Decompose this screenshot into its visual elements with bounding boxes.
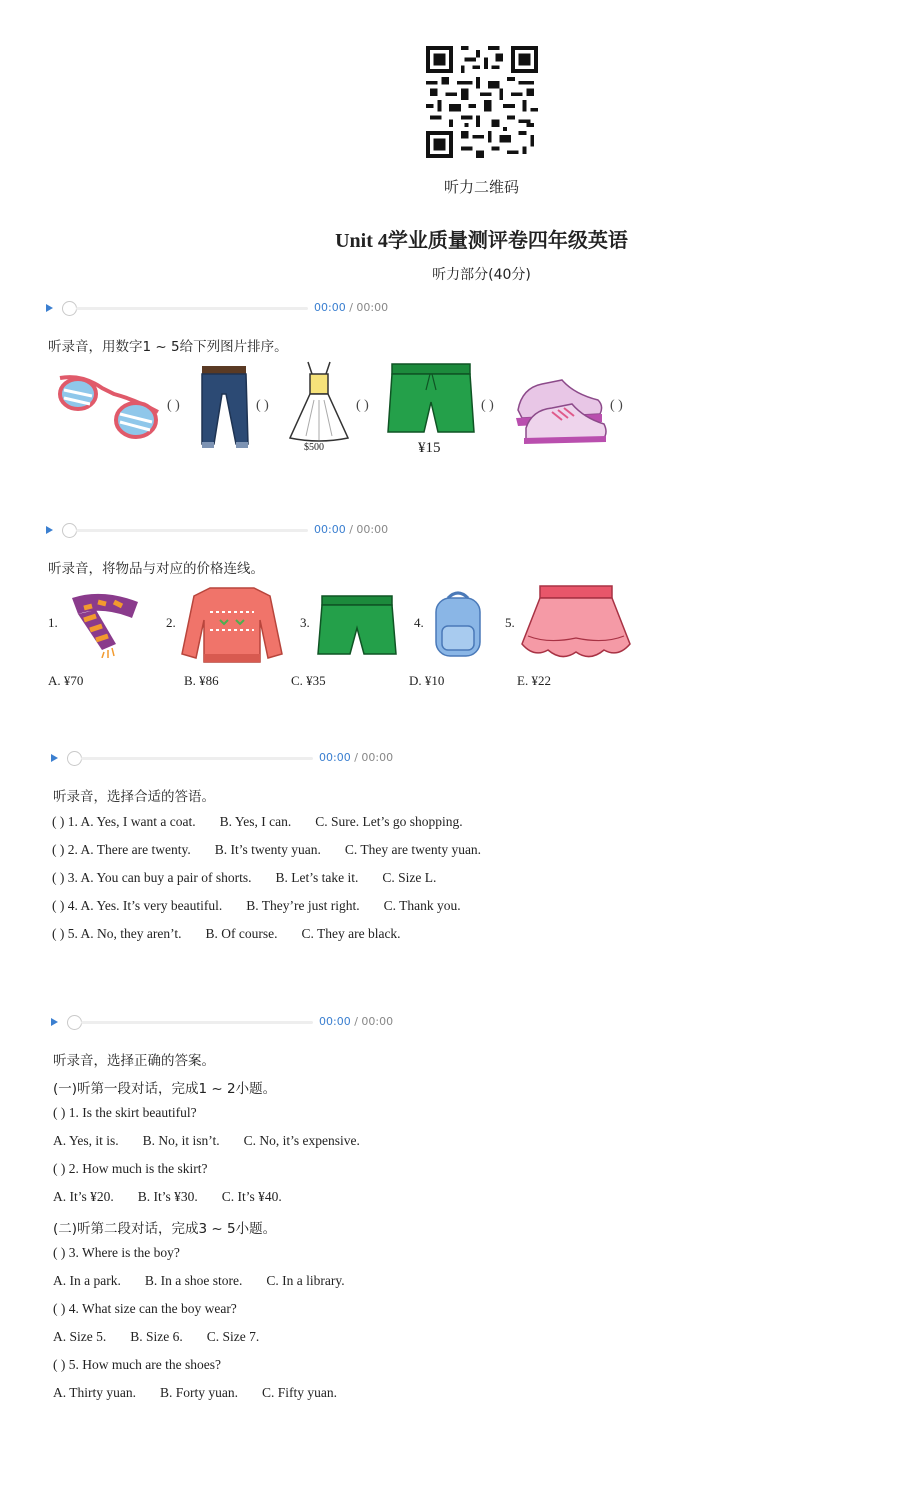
option-a: A. Yes, it is. — [53, 1133, 119, 1148]
time-separator: / — [350, 751, 362, 764]
audio-player-1 — [46, 301, 406, 317]
section4-instruction: 听录音，选择正确的答案。 — [53, 1053, 215, 1069]
scarf-icon — [62, 588, 148, 658]
question-row — [53, 1357, 221, 1373]
qr-code-icon — [426, 46, 538, 158]
option-c: C. In a library. — [266, 1273, 345, 1288]
progress-track[interactable] — [76, 307, 308, 310]
question-text: 5. A. No, they aren’t. — [67, 926, 182, 941]
answer-blank[interactable]: ( ) — [53, 1105, 66, 1120]
order-blank-1[interactable]: ( ) — [167, 398, 180, 413]
question-row — [52, 814, 463, 830]
total-time: 00:00 — [356, 523, 389, 536]
current-time: 00:00 — [319, 751, 351, 764]
current-time: 00:00 — [314, 301, 346, 314]
answer-blank[interactable]: ( ) — [52, 926, 65, 941]
total-time: 00:00 — [361, 751, 394, 764]
price-option-e: E. ¥22 — [517, 673, 551, 688]
option-a: A. It’s ¥20. — [53, 1189, 114, 1204]
answer-blank[interactable]: ( ) — [52, 814, 65, 829]
option-c: C. Fifty yuan. — [262, 1385, 338, 1400]
section2-instruction: 听录音，将物品与对应的价格连线。 — [48, 561, 264, 577]
option-c: C. Thank you. — [383, 898, 461, 913]
play-icon[interactable] — [46, 526, 53, 534]
item-number-1: 1. — [48, 615, 58, 630]
time-separator: / — [345, 523, 357, 536]
backpack-icon — [428, 588, 488, 660]
progress-track[interactable] — [76, 529, 308, 532]
order-blank-4[interactable]: ( ) — [481, 398, 494, 413]
item-number-3: 3. — [300, 615, 310, 630]
sunglasses-icon — [56, 372, 162, 444]
answer-blank[interactable]: ( ) — [53, 1357, 66, 1372]
option-b: B. It’s twenty yuan. — [214, 842, 321, 857]
order-blank-3[interactable]: ( ) — [356, 398, 369, 413]
jeans-icon — [198, 364, 252, 450]
options-row — [53, 1273, 345, 1289]
total-time: 00:00 — [356, 301, 389, 314]
option-a: A. In a park. — [53, 1273, 121, 1288]
option-b: B. Of course. — [205, 926, 278, 941]
price-option-b: B. ¥86 — [184, 673, 219, 688]
options-row — [53, 1329, 259, 1345]
play-icon[interactable] — [46, 304, 53, 312]
sneakers-icon — [512, 370, 608, 444]
option-a: A. Thirty yuan. — [53, 1385, 136, 1400]
option-a: A. Size 5. — [53, 1329, 107, 1344]
skirt-icon — [518, 584, 634, 664]
option-b: B. Forty yuan. — [160, 1385, 239, 1400]
audio-player-4 — [51, 1015, 411, 1031]
time-separator: / — [350, 1015, 362, 1028]
audio-player-3 — [51, 751, 411, 767]
option-c: C. It’s ¥40. — [221, 1189, 282, 1204]
audio-player-2 — [46, 523, 406, 539]
dialogue-1-heading: (一)听第一段对话，完成1 ~ 2小题。 — [53, 1081, 277, 1097]
sweater-icon — [180, 584, 284, 666]
play-icon[interactable] — [51, 754, 58, 762]
option-b: B. Let’s take it. — [275, 870, 359, 885]
dialogue-2-heading: (二)听第二段对话，完成3 ~ 5小题。 — [53, 1221, 277, 1237]
progress-knob[interactable] — [67, 751, 82, 766]
question-row — [52, 926, 401, 942]
price-option-a: A. ¥70 — [48, 673, 84, 688]
options-row — [53, 1385, 337, 1401]
question-text: 4. What size can the boy wear? — [68, 1301, 237, 1316]
option-c: C. No, it’s expensive. — [243, 1133, 360, 1148]
qr-caption: 听力二维码 — [443, 178, 519, 196]
answer-blank[interactable]: ( ) — [53, 1245, 66, 1260]
question-row — [52, 842, 481, 858]
option-c: C. They are twenty yuan. — [344, 842, 482, 857]
option-c: C. They are black. — [301, 926, 401, 941]
dress-icon — [286, 360, 352, 442]
question-row — [53, 1301, 237, 1317]
progress-track[interactable] — [81, 757, 313, 760]
answer-blank[interactable]: ( ) — [52, 898, 65, 913]
question-text: 1. A. Yes, I want a coat. — [67, 814, 196, 829]
order-blank-2[interactable]: ( ) — [256, 398, 269, 413]
option-c: C. Sure. Let’s go shopping. — [315, 814, 463, 829]
section3-instruction: 听录音，选择合适的答语。 — [53, 789, 215, 805]
question-text: 3. A. You can buy a pair of shorts. — [67, 870, 252, 885]
answer-blank[interactable]: ( ) — [52, 842, 65, 857]
question-text: 2. How much is the skirt? — [68, 1161, 208, 1176]
option-b: B. They’re just right. — [246, 898, 360, 913]
time-separator: / — [345, 301, 357, 314]
option-b: B. Size 6. — [130, 1329, 183, 1344]
option-b: B. It’s ¥30. — [137, 1189, 198, 1204]
progress-knob[interactable] — [62, 301, 77, 316]
order-blank-5[interactable]: ( ) — [610, 398, 623, 413]
option-b: B. Yes, I can. — [219, 814, 292, 829]
answer-blank[interactable]: ( ) — [52, 870, 65, 885]
shorts-icon — [386, 362, 476, 436]
question-text: 1. Is the skirt beautiful? — [68, 1105, 197, 1120]
item-number-4: 4. — [414, 615, 424, 630]
question-row — [53, 1161, 207, 1177]
answer-blank[interactable]: ( ) — [53, 1301, 66, 1316]
question-text: 3. Where is the boy? — [68, 1245, 180, 1260]
shorts-icon — [316, 594, 398, 658]
question-text: 2. A. There are twenty. — [67, 842, 191, 857]
item-number-2: 2. — [166, 615, 176, 630]
price-option-c: C. ¥35 — [291, 673, 326, 688]
option-b: B. No, it isn’t. — [142, 1133, 220, 1148]
price-tag-dress: $500 — [304, 442, 324, 453]
question-row — [53, 1105, 197, 1121]
progress-knob[interactable] — [62, 523, 77, 538]
options-row — [53, 1133, 360, 1149]
question-text: 4. A. Yes. It’s very beautiful. — [67, 898, 223, 913]
current-time: 00:00 — [319, 1015, 351, 1028]
progress-knob[interactable] — [67, 1015, 82, 1030]
question-text: 5. How much are the shoes? — [68, 1357, 221, 1372]
question-row — [53, 1245, 180, 1261]
option-c: C. Size 7. — [206, 1329, 260, 1344]
progress-track[interactable] — [81, 1021, 313, 1024]
price-tag-shorts: ¥15 — [418, 440, 441, 456]
total-time: 00:00 — [361, 1015, 394, 1028]
play-icon[interactable] — [51, 1018, 58, 1026]
answer-blank[interactable]: ( ) — [53, 1161, 66, 1176]
question-row — [52, 898, 461, 914]
option-b: B. In a shoe store. — [144, 1273, 243, 1288]
options-row — [53, 1189, 282, 1205]
page-title: Unit 4学业质量测评卷四年级英语 — [335, 230, 628, 252]
current-time: 00:00 — [314, 523, 346, 536]
item-number-5: 5. — [505, 615, 515, 630]
page-subtitle: 听力部分(40分) — [432, 267, 531, 283]
option-c: C. Size L. — [382, 870, 437, 885]
question-row — [52, 870, 436, 886]
price-option-d: D. ¥10 — [409, 673, 445, 688]
section1-instruction: 听录音，用数字1 ~ 5给下列图片排序。 — [48, 339, 288, 355]
